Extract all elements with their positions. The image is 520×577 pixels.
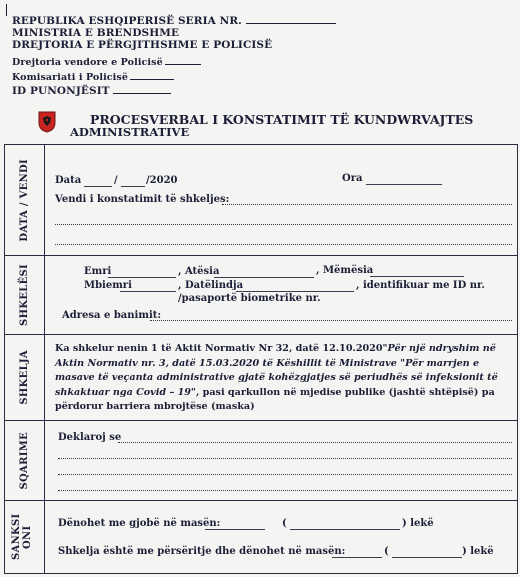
address-label: Adresa e banimit: [62,310,162,321]
fine-currency: ) lekë [402,518,434,529]
first-name-label: Emri [84,266,112,277]
address-input-line[interactable] [150,320,512,321]
section-divider [4,255,518,256]
header-line-local-directorate: Drejtoria vendore e Policisë [12,55,201,68]
section-label-shkelesi: SHKELËSI [18,264,30,326]
time-field-label: Ora [342,173,363,184]
passport-label: /pasaportë biometrike nr. [178,293,321,304]
mother-name-input[interactable] [370,276,464,277]
place-input-line[interactable] [55,224,512,225]
father-name-input[interactable] [214,277,314,278]
header-line-employee-id: ID PUNONJËSIT [12,84,171,97]
header-line-republic: REPUBLIKA ESHQIPERISË SERIA NR. [12,14,336,27]
birth-date-label: , Datëlindja [178,280,244,291]
section-label-sanksioni: SANKSI ONI [11,513,33,561]
declaration-input-line[interactable] [58,458,512,459]
section-label-shkelja: SHKELJA [18,350,30,405]
declaration-input-line[interactable] [118,442,512,443]
last-name-input[interactable] [120,291,176,292]
header-line-commissariat: Komisariati i Policisë [12,70,174,83]
repeat-fine-amount-words-input[interactable] [392,557,462,558]
section-label-sqarime: SQARIME [18,431,30,490]
fine-amount-words-input[interactable] [290,529,400,530]
section-divider [4,500,518,501]
fine-label: Dënohet me gjobë në masën: [58,518,221,529]
id-number-label: , identifikuar me ID nr. [356,280,485,291]
section-label-data-vendi: DATA / VENDI [18,158,30,242]
violation-description: Ka shkelur nenin 1 të Aktit Normativ Nr 32, datë 12.10.2020"Për një ndryshim në Aktin Normativ nr. 3, datë 15.03.2020 të Këshillit të Ministrave "Për marrjen e masave të veçanta administrative gjatë kohëzgjatjes së periudhës së infeksionit të shkaktuar nga Covid – 19", pasi qarkullon në mjedise publike (jashtë shtëpisë) pa përdorur barriera mbrojtëse (maska) [55,343,498,412]
date-field-label: Data [55,175,82,186]
first-name-input[interactable] [108,277,176,278]
time-input[interactable] [366,184,442,185]
declaration-input-line[interactable] [58,474,512,475]
police-emblem-icon [38,111,56,133]
header-line-ministry: MINISTRIA E BRENDSHME [12,27,180,39]
father-name-label: , Atësia [178,266,220,277]
place-field-label: Vendi i konstatimit të shkeljes: [55,194,230,205]
place-input-line[interactable] [222,204,512,205]
corner-mark [6,4,7,16]
section-divider [4,420,518,421]
date-month-input[interactable] [121,186,145,187]
section-divider [4,334,518,335]
date-day-input[interactable] [84,186,112,187]
date-separator: / [114,175,118,186]
label-column-divider [44,144,45,574]
fine-paren-open: ( [282,518,287,529]
place-input-line[interactable] [55,244,512,245]
document-title: PROCESVERBAL I KONSTATIMIT TË KUNDWRVAJTES [90,112,474,127]
last-name-label: Mbiemri [84,280,132,291]
declaration-label: Deklaroj se [58,432,122,443]
repeat-fine-label: Shkelja është me përsëritje dhe dënohet në masën: [58,546,346,557]
repeat-fine-paren-open: ( [384,546,389,557]
birth-date-input[interactable] [236,291,354,292]
mother-name-label: , Mëmësia [316,265,374,276]
declaration-input-line[interactable] [58,490,512,491]
document-title-line2: ADMINISTRATIVE [70,125,190,139]
header-line-directorate: DREJTORIA E PËRGJITHSHME E POLICISË [12,39,273,51]
repeat-fine-currency: ) lekë [462,546,494,557]
fine-amount-input[interactable] [205,529,265,530]
date-year: /2020 [146,175,178,186]
repeat-fine-amount-input[interactable] [332,557,382,558]
